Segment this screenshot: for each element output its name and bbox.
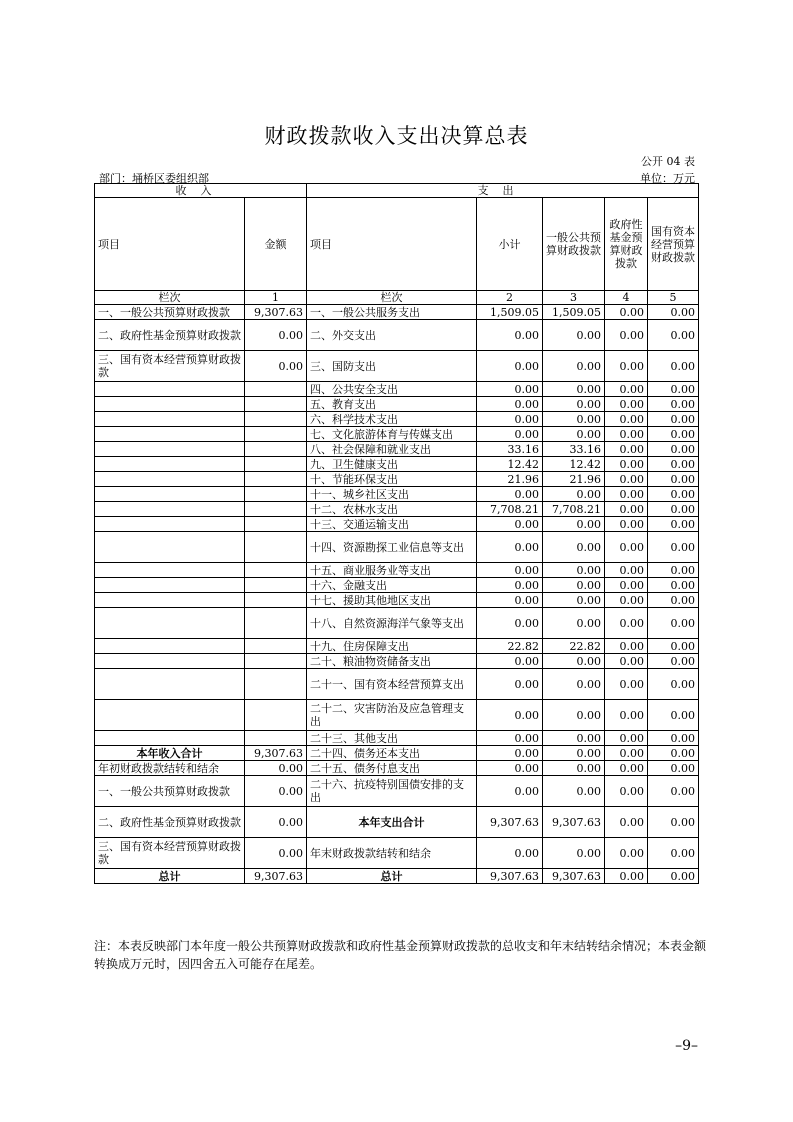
expense-item-cell: 十九、住房保障支出 <box>307 639 477 654</box>
table-row <box>95 593 699 608</box>
income-amount-cell <box>245 639 307 654</box>
gov-fund-cell: 0.00 <box>605 472 648 487</box>
general-budget-cell: 33.16 <box>543 442 605 457</box>
state-capital-cell: 0.00 <box>648 351 699 382</box>
general-budget-cell: 0.00 <box>543 761 605 776</box>
subtotal-cell: 0.00 <box>477 320 543 351</box>
income-amount-cell <box>245 442 307 457</box>
state-capital-cell: 0.00 <box>648 442 699 457</box>
col-no-4: 4 <box>605 291 648 305</box>
income-amount-cell <box>245 502 307 517</box>
income-header: 收入 <box>95 184 307 198</box>
table-row <box>95 761 699 776</box>
budget-table <box>94 183 699 884</box>
general-budget-cell: 0.00 <box>543 517 605 532</box>
expense-item-cell: 十二、农林水支出 <box>307 502 477 517</box>
income-amount-cell <box>245 472 307 487</box>
income-item-cell <box>95 427 245 442</box>
table-row <box>95 305 699 320</box>
income-amount-cell <box>245 669 307 700</box>
expense-item-cell: 八、社会保障和就业支出 <box>307 442 477 457</box>
state-capital-cell: 0.00 <box>648 487 699 502</box>
table-row <box>95 838 699 869</box>
income-item-cell <box>95 502 245 517</box>
income-amount-cell <box>245 397 307 412</box>
general-budget-cell: 0.00 <box>543 746 605 761</box>
subtotal-cell: 0.00 <box>477 838 543 869</box>
general-budget-cell: 22.82 <box>543 639 605 654</box>
general-budget-cell: 0.00 <box>543 397 605 412</box>
income-amount-cell: 0.00 <box>245 838 307 869</box>
table-row <box>95 578 699 593</box>
header-amount: 金额 <box>245 198 307 291</box>
gov-fund-cell: 0.00 <box>605 869 648 884</box>
gov-fund-cell: 0.00 <box>605 502 648 517</box>
income-item-cell <box>95 639 245 654</box>
general-budget-cell: 0.00 <box>543 578 605 593</box>
subtotal-cell: 0.00 <box>477 746 543 761</box>
subtotal-cell: 0.00 <box>477 608 543 639</box>
income-item-cell <box>95 382 245 397</box>
state-capital-cell: 0.00 <box>648 776 699 807</box>
subtotal-cell: 22.82 <box>477 639 543 654</box>
income-amount-cell: 0.00 <box>245 776 307 807</box>
table-row <box>95 776 699 807</box>
expense-item-cell: 二十四、债务还本支出 <box>307 746 477 761</box>
expense-item-cell: 十、节能环保支出 <box>307 472 477 487</box>
income-amount-cell: 9,307.63 <box>245 746 307 761</box>
table-row <box>95 532 699 563</box>
footnote: 注：本表反映部门本年度一般公共预算财政拨款和政府性基金预算财政拨款的总收支和年末结转结余情况；本表金额转换成万元时，因四舍五入可能存在尾差。 <box>94 939 707 971</box>
income-item-cell <box>95 669 245 700</box>
subtotal-cell: 12.42 <box>477 457 543 472</box>
subtotal-cell: 0.00 <box>477 563 543 578</box>
income-item-cell <box>95 654 245 669</box>
page-number: –9– <box>675 1038 698 1054</box>
income-amount-cell <box>245 608 307 639</box>
subtotal-cell: 0.00 <box>477 669 543 700</box>
expense-item-cell: 二十二、灾害防治及应急管理支出 <box>307 700 477 731</box>
income-item-cell <box>95 731 245 746</box>
state-capital-cell: 0.00 <box>648 427 699 442</box>
gov-fund-cell: 0.00 <box>605 639 648 654</box>
state-capital-cell: 0.00 <box>648 517 699 532</box>
gov-fund-cell: 0.00 <box>605 746 648 761</box>
subtotal-cell: 0.00 <box>477 351 543 382</box>
state-capital-cell: 0.00 <box>648 746 699 761</box>
general-budget-cell: 0.00 <box>543 593 605 608</box>
state-capital-cell: 0.00 <box>648 563 699 578</box>
income-amount-cell <box>245 578 307 593</box>
gov-fund-cell: 0.00 <box>605 305 648 320</box>
general-budget-cell: 12.42 <box>543 457 605 472</box>
general-budget-cell: 1,509.05 <box>543 305 605 320</box>
general-budget-cell: 0.00 <box>543 532 605 563</box>
income-amount-cell <box>245 517 307 532</box>
expense-item-cell: 十六、金融支出 <box>307 578 477 593</box>
expense-item-cell: 十五、商业服务业等支出 <box>307 563 477 578</box>
state-capital-cell: 0.00 <box>648 457 699 472</box>
income-item-cell <box>95 593 245 608</box>
state-capital-cell: 0.00 <box>648 502 699 517</box>
income-amount-cell: 0.00 <box>245 351 307 382</box>
general-budget-cell: 9,307.63 <box>543 807 605 838</box>
header-item: 项目 <box>95 198 245 291</box>
expense-item-cell: 十八、自然资源海洋气象等支出 <box>307 608 477 639</box>
income-item-cell <box>95 472 245 487</box>
income-item-cell <box>95 532 245 563</box>
subtotal-cell: 0.00 <box>477 578 543 593</box>
subtotal-cell: 0.00 <box>477 593 543 608</box>
table-row <box>95 563 699 578</box>
subtotal-cell: 0.00 <box>477 731 543 746</box>
table-row <box>95 746 699 761</box>
table-row <box>95 731 699 746</box>
table-row <box>95 397 699 412</box>
income-item-cell <box>95 412 245 427</box>
income-amount-cell: 0.00 <box>245 761 307 776</box>
state-capital-cell: 0.00 <box>648 305 699 320</box>
income-item-cell: 一、一般公共预算财政拨款 <box>95 776 245 807</box>
expense-item-cell: 九、卫生健康支出 <box>307 457 477 472</box>
subtotal-cell: 0.00 <box>477 700 543 731</box>
general-budget-cell: 0.00 <box>543 487 605 502</box>
state-capital-cell: 0.00 <box>648 761 699 776</box>
general-budget-cell: 7,708.21 <box>543 502 605 517</box>
expense-item-cell: 三、国防支出 <box>307 351 477 382</box>
gov-fund-cell: 0.00 <box>605 593 648 608</box>
income-amount-cell <box>245 412 307 427</box>
general-budget-cell: 0.00 <box>543 608 605 639</box>
expense-item-cell: 十三、交通运输支出 <box>307 517 477 532</box>
state-capital-cell: 0.00 <box>648 593 699 608</box>
income-item-cell: 一、一般公共预算财政拨款 <box>95 305 245 320</box>
general-budget-cell: 0.00 <box>543 700 605 731</box>
expense-item-cell: 二十五、债务付息支出 <box>307 761 477 776</box>
income-item-cell: 二、政府性基金预算财政拨款 <box>95 320 245 351</box>
income-amount-cell: 9,307.63 <box>245 869 307 884</box>
gov-fund-cell: 0.00 <box>605 351 648 382</box>
income-amount-cell <box>245 487 307 502</box>
expense-item-cell: 二十、粮油物资储备支出 <box>307 654 477 669</box>
income-item-cell <box>95 608 245 639</box>
state-capital-cell: 0.00 <box>648 532 699 563</box>
income-amount-cell <box>245 654 307 669</box>
income-item-cell <box>95 442 245 457</box>
gov-fund-cell: 0.00 <box>605 807 648 838</box>
table-row <box>95 351 699 382</box>
expense-item-cell: 七、文化旅游体育与传媒支出 <box>307 427 477 442</box>
table-row <box>95 382 699 397</box>
general-budget-cell: 9,307.63 <box>543 869 605 884</box>
gov-fund-cell: 0.00 <box>605 669 648 700</box>
gov-fund-cell: 0.00 <box>605 776 648 807</box>
subtotal-cell: 0.00 <box>477 487 543 502</box>
income-amount-cell: 0.00 <box>245 807 307 838</box>
state-capital-cell: 0.00 <box>648 700 699 731</box>
state-capital-cell: 0.00 <box>648 639 699 654</box>
table-row <box>95 502 699 517</box>
general-budget-cell: 0.00 <box>543 731 605 746</box>
subtotal-cell: 1,509.05 <box>477 305 543 320</box>
gov-fund-cell: 0.00 <box>605 532 648 563</box>
state-capital-cell: 0.00 <box>648 838 699 869</box>
header-gov-fund: 政府性基金预算财政拨款 <box>605 198 648 291</box>
income-amount-cell <box>245 532 307 563</box>
income-amount-cell <box>245 382 307 397</box>
table-row <box>95 669 699 700</box>
income-amount-cell: 9,307.63 <box>245 305 307 320</box>
general-budget-cell: 0.00 <box>543 427 605 442</box>
subtotal-cell: 9,307.63 <box>477 869 543 884</box>
gov-fund-cell: 0.00 <box>605 427 648 442</box>
subtotal-cell: 0.00 <box>477 382 543 397</box>
expense-item-cell: 十七、援助其他地区支出 <box>307 593 477 608</box>
subtotal-cell: 7,708.21 <box>477 502 543 517</box>
col-no-5: 5 <box>648 291 699 305</box>
expense-item-cell: 二、外交支出 <box>307 320 477 351</box>
income-amount-cell <box>245 563 307 578</box>
expense-item-cell: 十四、资源勘探工业信息等支出 <box>307 532 477 563</box>
gov-fund-cell: 0.00 <box>605 382 648 397</box>
gov-fund-cell: 0.00 <box>605 761 648 776</box>
table-row <box>95 700 699 731</box>
general-budget-cell: 0.00 <box>543 351 605 382</box>
income-item-cell <box>95 487 245 502</box>
expense-item-cell: 二十三、其他支出 <box>307 731 477 746</box>
income-item-cell: 年初财政拨款结转和结余 <box>95 761 245 776</box>
income-item-cell <box>95 457 245 472</box>
table-row <box>95 517 699 532</box>
table-row <box>95 472 699 487</box>
subtotal-cell: 0.00 <box>477 654 543 669</box>
header-subtotal: 小计 <box>477 198 543 291</box>
gov-fund-cell: 0.00 <box>605 320 648 351</box>
gov-fund-cell: 0.00 <box>605 457 648 472</box>
income-item-cell <box>95 397 245 412</box>
subtotal-cell: 0.00 <box>477 517 543 532</box>
table-row <box>95 457 699 472</box>
table-row <box>95 427 699 442</box>
gov-fund-cell: 0.00 <box>605 517 648 532</box>
col-no-1: 1 <box>245 291 307 305</box>
expense-item-cell: 十一、城乡社区支出 <box>307 487 477 502</box>
expense-item-cell: 年末财政拨款结转和结余 <box>307 838 477 869</box>
general-budget-cell: 0.00 <box>543 320 605 351</box>
income-item-cell <box>95 578 245 593</box>
general-budget-cell: 0.00 <box>543 382 605 397</box>
header-general-budget: 一般公共预算财政拨款 <box>543 198 605 291</box>
income-amount-cell <box>245 593 307 608</box>
table-row <box>95 442 699 457</box>
state-capital-cell: 0.00 <box>648 397 699 412</box>
income-item-cell: 三、国有资本经营预算财政拨款 <box>95 838 245 869</box>
general-budget-cell: 0.00 <box>543 563 605 578</box>
expense-item-cell: 本年支出合计 <box>307 807 477 838</box>
income-amount-cell <box>245 731 307 746</box>
table-row <box>95 639 699 654</box>
state-capital-cell: 0.00 <box>648 608 699 639</box>
state-capital-cell: 0.00 <box>648 669 699 700</box>
state-capital-cell: 0.00 <box>648 472 699 487</box>
income-item-cell <box>95 563 245 578</box>
gov-fund-cell: 0.00 <box>605 700 648 731</box>
income-item-cell: 本年收入合计 <box>95 746 245 761</box>
expense-item-cell: 五、教育支出 <box>307 397 477 412</box>
gov-fund-cell: 0.00 <box>605 731 648 746</box>
gov-fund-cell: 0.00 <box>605 412 648 427</box>
subtotal-cell: 33.16 <box>477 442 543 457</box>
expense-item-cell: 总计 <box>307 869 477 884</box>
gov-fund-cell: 0.00 <box>605 487 648 502</box>
table-row <box>95 807 699 838</box>
table-row <box>95 487 699 502</box>
state-capital-cell: 0.00 <box>648 807 699 838</box>
table-row <box>95 654 699 669</box>
income-amount-cell <box>245 457 307 472</box>
subtotal-cell: 0.00 <box>477 532 543 563</box>
general-budget-cell: 0.00 <box>543 412 605 427</box>
expense-item-cell: 一、一般公共服务支出 <box>307 305 477 320</box>
form-code: 公开 04 表 <box>641 155 695 168</box>
unit-label: 单位：万元 <box>640 172 695 185</box>
general-budget-cell: 0.00 <box>543 669 605 700</box>
state-capital-cell: 0.00 <box>648 654 699 669</box>
general-budget-cell: 0.00 <box>543 654 605 669</box>
income-item-cell: 二、政府性基金预算财政拨款 <box>95 807 245 838</box>
expense-item-cell: 六、科学技术支出 <box>307 412 477 427</box>
subtotal-cell: 0.00 <box>477 412 543 427</box>
state-capital-cell: 0.00 <box>648 731 699 746</box>
gov-fund-cell: 0.00 <box>605 563 648 578</box>
gov-fund-cell: 0.00 <box>605 838 648 869</box>
col-no-2: 2 <box>477 291 543 305</box>
col-no-3: 3 <box>543 291 605 305</box>
header-state-capital: 国有资本经营预算财政拨款 <box>648 198 699 291</box>
general-budget-cell: 0.00 <box>543 776 605 807</box>
expense-item-cell: 二十六、抗疫特别国债安排的支出 <box>307 776 477 807</box>
table-row <box>95 608 699 639</box>
table-row <box>95 320 699 351</box>
subtotal-cell: 0.00 <box>477 761 543 776</box>
state-capital-cell: 0.00 <box>648 382 699 397</box>
subtotal-cell: 21.96 <box>477 472 543 487</box>
gov-fund-cell: 0.00 <box>605 654 648 669</box>
state-capital-cell: 0.00 <box>648 412 699 427</box>
col-label-income: 栏次 <box>95 291 245 305</box>
income-amount-cell <box>245 700 307 731</box>
subtotal-cell: 0.00 <box>477 427 543 442</box>
gov-fund-cell: 0.00 <box>605 578 648 593</box>
gov-fund-cell: 0.00 <box>605 397 648 412</box>
gov-fund-cell: 0.00 <box>605 442 648 457</box>
general-budget-cell: 0.00 <box>543 838 605 869</box>
income-item-cell <box>95 700 245 731</box>
expense-item-cell: 二十一、国有资本经营预算支出 <box>307 669 477 700</box>
subtotal-cell: 0.00 <box>477 397 543 412</box>
col-label-expense: 栏次 <box>307 291 477 305</box>
income-item-cell: 总计 <box>95 869 245 884</box>
income-item-cell <box>95 517 245 532</box>
subtotal-cell: 9,307.63 <box>477 807 543 838</box>
table-row <box>95 412 699 427</box>
gov-fund-cell: 0.00 <box>605 608 648 639</box>
page-title: 财政拨款收入支出决算总表 <box>264 124 529 148</box>
income-item-cell: 三、国有资本经营预算财政拨款 <box>95 351 245 382</box>
income-amount-cell: 0.00 <box>245 320 307 351</box>
income-amount-cell <box>245 427 307 442</box>
table-row <box>95 869 699 884</box>
state-capital-cell: 0.00 <box>648 578 699 593</box>
state-capital-cell: 0.00 <box>648 320 699 351</box>
expense-header: 支出 <box>307 184 699 198</box>
expense-item-cell: 四、公共安全支出 <box>307 382 477 397</box>
state-capital-cell: 0.00 <box>648 869 699 884</box>
department-label: 部门：埇桥区委组织部 <box>99 172 209 185</box>
subtotal-cell: 0.00 <box>477 776 543 807</box>
general-budget-cell: 21.96 <box>543 472 605 487</box>
header-item2: 项目 <box>307 198 477 291</box>
